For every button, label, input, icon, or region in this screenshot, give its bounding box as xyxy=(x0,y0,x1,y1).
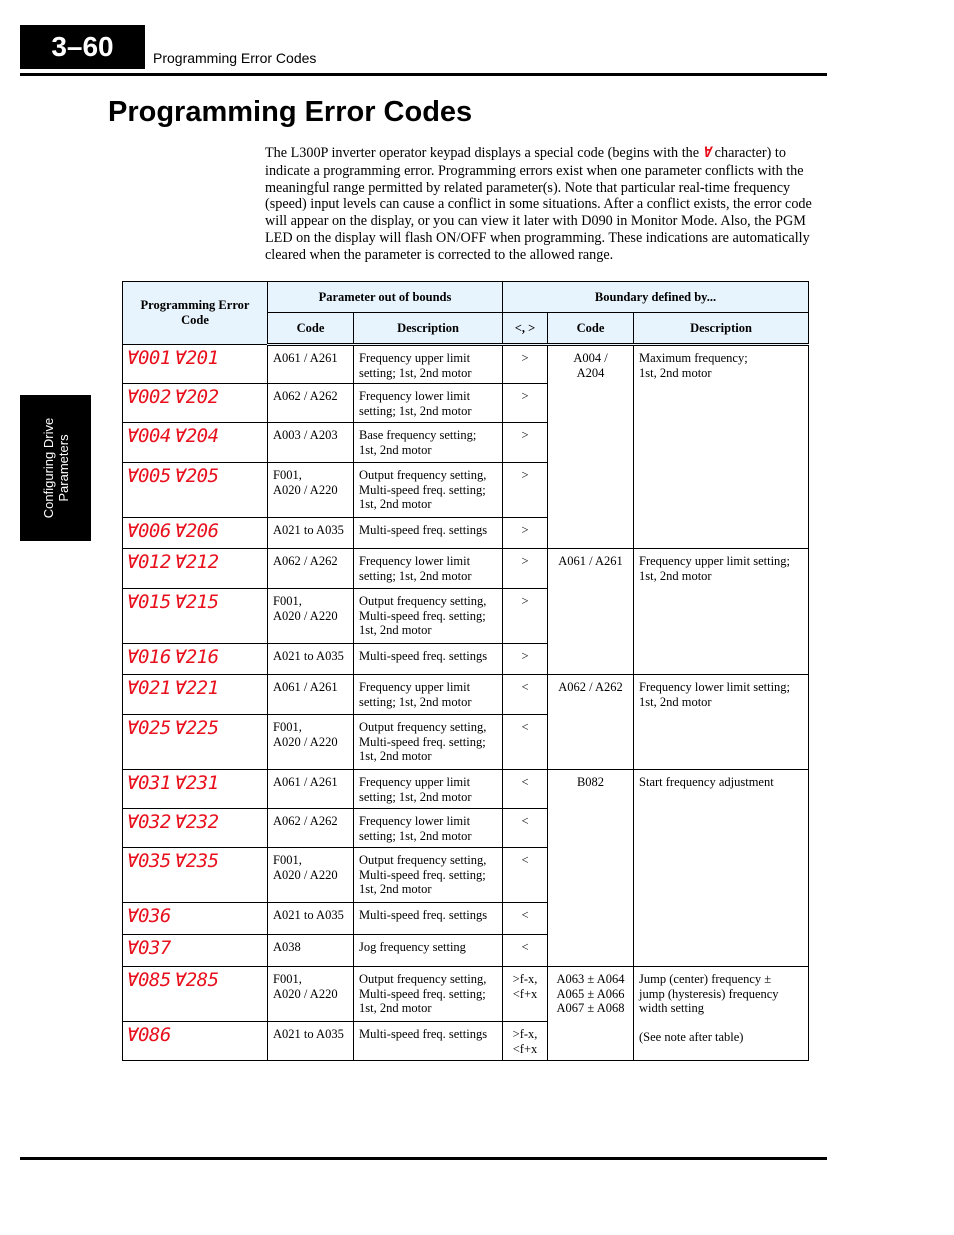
parameter-code-cell xyxy=(268,715,354,770)
error-code-cell xyxy=(123,967,268,1022)
header-rule xyxy=(20,73,827,76)
comparison-cell xyxy=(503,518,548,549)
header-out-of-bounds: Parameter out of bounds xyxy=(268,282,503,313)
intro-paragraph xyxy=(265,145,821,264)
error-code: Ɐ221 xyxy=(174,677,219,699)
cell-line: < xyxy=(521,853,529,867)
header-description: Description xyxy=(354,313,503,345)
parameter-description-cell xyxy=(354,589,503,644)
error-code: Ɐ085 xyxy=(127,969,171,991)
comparison-cell xyxy=(503,770,548,809)
boundary-code-cell xyxy=(548,675,634,770)
cell-line: Frequency lower limit xyxy=(359,554,471,568)
cell-line: A020 / A220 xyxy=(273,608,338,623)
cell-line: 1st, 2nd motor xyxy=(359,442,432,457)
cell-line: A021 to A035 xyxy=(273,908,344,922)
cell-line: Output frequency setting, xyxy=(359,972,487,986)
parameter-description-cell xyxy=(354,770,503,809)
table-row xyxy=(123,549,809,589)
boundary-code-cell xyxy=(548,967,634,1061)
error-code: Ɐ016 xyxy=(127,646,171,668)
cell-line: width setting xyxy=(639,1001,704,1016)
error-code: Ɐ015 xyxy=(127,591,171,613)
cell-line: A020 / A220 xyxy=(273,867,338,882)
cell-line: < xyxy=(521,680,529,694)
error-code: Ɐ231 xyxy=(174,772,219,794)
cell-line: A065 ± A066 xyxy=(556,986,625,1001)
footer-rule xyxy=(20,1157,827,1160)
error-code: Ɐ201 xyxy=(174,347,219,369)
error-code: Ɐ285 xyxy=(174,969,219,991)
comparison-cell xyxy=(503,1022,548,1061)
cell-line: > xyxy=(521,594,529,608)
parameter-code-cell xyxy=(268,384,354,423)
comparison-cell xyxy=(503,384,548,423)
side-tab-line2: Parameters xyxy=(55,434,71,502)
cell-line: jump (hysteresis) frequency xyxy=(639,986,779,1001)
parameter-code-cell xyxy=(268,463,354,518)
cell-line: A020 / A220 xyxy=(273,986,338,1001)
cell-line: <f+x xyxy=(512,986,538,1001)
parameter-description-cell xyxy=(354,1022,503,1061)
comparison-cell xyxy=(503,463,548,518)
parameter-description-cell xyxy=(354,675,503,715)
error-code-cell xyxy=(123,463,268,518)
parameter-code-cell xyxy=(268,589,354,644)
cell-line: < xyxy=(521,814,529,828)
cell-line: > xyxy=(521,554,529,568)
cell-line: F001, xyxy=(273,594,302,608)
cell-line: Output frequency setting, xyxy=(359,594,487,608)
cell-line: A062 / A262 xyxy=(273,389,338,403)
boundary-code-cell xyxy=(548,549,634,675)
parameter-code-cell xyxy=(268,935,354,967)
cell-line: < xyxy=(521,908,529,922)
comparison-cell xyxy=(503,935,548,967)
error-code: Ɐ202 xyxy=(174,386,219,408)
cell-line: setting; 1st, 2nd motor xyxy=(359,789,472,804)
error-code: Ɐ006 xyxy=(127,520,171,542)
parameter-code-cell xyxy=(268,1022,354,1061)
error-code-cell xyxy=(123,770,268,809)
cell-line: Frequency lower limit setting; xyxy=(639,680,791,694)
error-code: Ɐ021 xyxy=(127,677,171,699)
error-code: Ɐ205 xyxy=(174,465,219,487)
cell-line: A063 ± A064 xyxy=(556,972,625,986)
parameter-description-cell xyxy=(354,848,503,903)
cell-line: A061 / A261 xyxy=(273,775,338,789)
cell-line: F001, xyxy=(273,468,302,482)
error-code-cell xyxy=(123,549,268,589)
parameter-description-cell xyxy=(354,549,503,589)
cell-line: > xyxy=(521,389,529,403)
parameter-code-cell xyxy=(268,967,354,1022)
cell-line: < xyxy=(521,940,529,954)
cell-line: A021 to A035 xyxy=(273,523,344,537)
cell-line: 1st, 2nd motor xyxy=(639,568,712,583)
error-code-cell xyxy=(123,848,268,903)
error-code-cell xyxy=(123,903,268,935)
boundary-description-cell xyxy=(634,967,809,1061)
cell-line: Multi-speed freq. settings xyxy=(359,523,488,537)
table-row xyxy=(123,675,809,715)
table-row xyxy=(123,967,809,1022)
cell-line: F001, xyxy=(273,972,302,986)
cell-line: Frequency upper limit xyxy=(359,775,471,789)
cell-line: F001, xyxy=(273,720,302,734)
parameter-description-cell xyxy=(354,463,503,518)
comparison-cell xyxy=(503,644,548,675)
cell-line: A067 ± A068 xyxy=(556,1001,625,1016)
boundary-description-cell xyxy=(634,675,809,770)
comparison-cell xyxy=(503,423,548,463)
cell-line: Multi-speed freq. setting; xyxy=(359,986,486,1001)
error-code: Ɐ216 xyxy=(174,646,219,668)
cell-line: Jump (center) frequency ± xyxy=(639,972,772,986)
cell-line: 1st, 2nd motor xyxy=(639,694,712,709)
cell-line: A020 / A220 xyxy=(273,734,338,749)
cell-line: 1st, 2nd motor xyxy=(639,365,712,380)
error-code: Ɐ005 xyxy=(127,465,171,487)
parameter-code-cell xyxy=(268,848,354,903)
header-boundary: Boundary defined by... xyxy=(503,282,809,313)
cell-line: A003 / A203 xyxy=(273,428,338,442)
cell-line: A061 / A261 xyxy=(558,554,623,568)
cell-line: A061 / A261 xyxy=(273,351,338,365)
header-boundary-description: Description xyxy=(634,313,809,345)
boundary-description-cell xyxy=(634,549,809,675)
error-code: Ɐ215 xyxy=(174,591,219,613)
comparison-cell xyxy=(503,675,548,715)
cell-line: A204 xyxy=(576,365,605,380)
cell-line: > xyxy=(521,351,529,365)
error-code-cell xyxy=(123,384,268,423)
cell-line: > xyxy=(521,649,529,663)
table-row xyxy=(123,770,809,809)
parameter-description-cell xyxy=(354,967,503,1022)
cell-line: > xyxy=(521,428,529,442)
page-number: 3–60 xyxy=(20,25,145,69)
cell-line: A020 / A220 xyxy=(273,482,338,497)
boundary-description-cell xyxy=(634,770,809,967)
cell-line: A004 / xyxy=(573,351,608,365)
cell-line: Base frequency setting; xyxy=(359,428,477,442)
error-code: Ɐ001 xyxy=(127,347,171,369)
cell-line: Frequency lower limit xyxy=(359,814,471,828)
cell-line: Multi-speed freq. setting; xyxy=(359,608,486,623)
cell-line: >f-x, xyxy=(512,1027,538,1041)
comparison-cell xyxy=(503,809,548,848)
parameter-code-cell xyxy=(268,770,354,809)
parameter-description-cell xyxy=(354,423,503,463)
cell-line: < xyxy=(521,775,529,789)
parameter-description-cell xyxy=(354,809,503,848)
table-row xyxy=(123,345,809,384)
running-header: Programming Error Codes xyxy=(153,50,317,66)
parameter-description-cell xyxy=(354,384,503,423)
parameter-code-cell xyxy=(268,644,354,675)
cell-line: Multi-speed freq. setting; xyxy=(359,482,486,497)
error-code-cell xyxy=(123,1022,268,1061)
cell-line: setting; 1st, 2nd motor xyxy=(359,694,472,709)
comparison-cell xyxy=(503,589,548,644)
side-tab-label xyxy=(41,418,71,518)
cell-line: Start frequency adjustment xyxy=(639,775,774,789)
cell-line: Multi-speed freq. setting; xyxy=(359,867,486,882)
cell-line: > xyxy=(521,523,529,537)
error-code: Ɐ012 xyxy=(127,551,171,573)
parameter-code-cell xyxy=(268,675,354,715)
cell-line: F001, xyxy=(273,853,302,867)
cell-line: B082 xyxy=(576,775,605,789)
cell-line: 1st, 2nd motor xyxy=(359,749,432,764)
parameter-code-cell xyxy=(268,549,354,589)
cell-line: Frequency upper limit xyxy=(359,351,471,365)
error-code-cell xyxy=(123,345,268,384)
error-code-cell xyxy=(123,675,268,715)
parameter-code-cell xyxy=(268,518,354,549)
cell-line: A038 xyxy=(273,940,301,954)
error-code-table xyxy=(122,281,809,1061)
cell-line: A062 / A262 xyxy=(273,554,338,568)
cell-line: Frequency upper limit setting; xyxy=(639,554,791,568)
error-code: Ɐ032 xyxy=(127,811,171,833)
cell-line: Multi-speed freq. setting; xyxy=(359,734,486,749)
error-code: Ɐ212 xyxy=(174,551,219,573)
error-code-char: Ɐ xyxy=(702,146,712,162)
cell-line: Multi-speed freq. settings xyxy=(359,1027,488,1041)
cell-line: Jog frequency setting xyxy=(359,940,466,954)
parameter-code-cell xyxy=(268,423,354,463)
parameter-code-cell xyxy=(268,903,354,935)
error-code-cell xyxy=(123,935,268,967)
header-error-code: Programming Error Code xyxy=(123,282,268,345)
cell-line: A062 / A262 xyxy=(558,680,623,694)
error-code-cell xyxy=(123,589,268,644)
parameter-description-cell xyxy=(354,715,503,770)
see-note: (See note after table) xyxy=(639,1030,744,1045)
cell-line: Frequency lower limit xyxy=(359,389,471,403)
error-code: Ɐ225 xyxy=(174,717,219,739)
error-code: Ɐ004 xyxy=(127,425,171,447)
error-code: Ɐ002 xyxy=(127,386,171,408)
cell-line: <f+x xyxy=(512,1041,538,1056)
cell-line: A061 / A261 xyxy=(273,680,338,694)
error-code: Ɐ037 xyxy=(127,937,171,959)
parameter-code-cell xyxy=(268,809,354,848)
intro-text-start: The L300P inverter operator keypad displays a special code (begins with the xyxy=(265,145,700,161)
error-code: Ɐ036 xyxy=(127,905,171,927)
comparison-cell xyxy=(503,345,548,384)
cell-line: 1st, 2nd motor xyxy=(359,497,432,512)
cell-line: 1st, 2nd motor xyxy=(359,882,432,897)
error-code-cell xyxy=(123,809,268,848)
error-code: Ɐ025 xyxy=(127,717,171,739)
cell-line: Output frequency setting, xyxy=(359,853,487,867)
cell-line: A021 to A035 xyxy=(273,1027,344,1041)
comparison-cell xyxy=(503,549,548,589)
cell-line: setting; 1st, 2nd motor xyxy=(359,403,472,418)
error-code-cell xyxy=(123,715,268,770)
parameter-description-cell xyxy=(354,345,503,384)
parameter-description-cell xyxy=(354,518,503,549)
boundary-code-cell xyxy=(548,345,634,549)
comparison-cell xyxy=(503,715,548,770)
cell-line: < xyxy=(521,720,529,734)
error-code-cell xyxy=(123,518,268,549)
parameter-code-cell xyxy=(268,345,354,384)
error-code: Ɐ086 xyxy=(127,1024,171,1046)
page-title: Programming Error Codes xyxy=(108,96,473,128)
side-tab-line1: Configuring Drive xyxy=(40,417,56,519)
comparison-cell xyxy=(503,903,548,935)
error-code: Ɐ031 xyxy=(127,772,171,794)
cell-line: Frequency upper limit xyxy=(359,680,471,694)
comparison-cell xyxy=(503,967,548,1022)
cell-line: A062 / A262 xyxy=(273,814,338,828)
error-code-cell xyxy=(123,644,268,675)
error-code-cell xyxy=(123,423,268,463)
error-code: Ɐ232 xyxy=(174,811,219,833)
boundary-description-cell xyxy=(634,345,809,549)
cell-line: A021 to A035 xyxy=(273,649,344,663)
table-body xyxy=(123,345,809,1061)
cell-line: Multi-speed freq. settings xyxy=(359,649,488,663)
parameter-description-cell xyxy=(354,903,503,935)
side-tab xyxy=(20,395,91,541)
parameter-description-cell xyxy=(354,644,503,675)
parameter-description-cell xyxy=(354,935,503,967)
cell-line: setting; 1st, 2nd motor xyxy=(359,365,472,380)
header-code: Code xyxy=(268,313,354,345)
error-code: Ɐ035 xyxy=(127,850,171,872)
header-boundary-code: Code xyxy=(548,313,634,345)
cell-line: Output frequency setting, xyxy=(359,468,487,482)
cell-line: setting; 1st, 2nd motor xyxy=(359,828,472,843)
cell-line: > xyxy=(521,468,529,482)
cell-line: Output frequency setting, xyxy=(359,720,487,734)
error-code: Ɐ204 xyxy=(174,425,219,447)
boundary-code-cell xyxy=(548,770,634,967)
cell-line: Maximum frequency; xyxy=(639,351,748,365)
cell-line: setting; 1st, 2nd motor xyxy=(359,568,472,583)
intro-text-end: character) to indicate a programming error. Programming errors exist when one parameter conflicts with the meaningful range permitted by related parameter(s). Note that particular real-time frequency (speed) input levels can cause a conflict in some situations. After a conflict exists, the error code will appear on the display, or you can view it later with D090 in Monitor Mode. Also, the PGM LED on the display will flash ON/OFF when programming. These indications are automatically cleared when the parameter is corrected to the allowed range. xyxy=(265,145,812,263)
cell-line: 1st, 2nd motor xyxy=(359,623,432,638)
error-code: Ɐ235 xyxy=(174,850,219,872)
cell-line: >f-x, xyxy=(512,972,538,986)
comparison-cell xyxy=(503,848,548,903)
error-code: Ɐ206 xyxy=(174,520,219,542)
cell-line: 1st, 2nd motor xyxy=(359,1001,432,1016)
header-compare: <, > xyxy=(503,313,548,345)
cell-line: Multi-speed freq. settings xyxy=(359,908,488,922)
